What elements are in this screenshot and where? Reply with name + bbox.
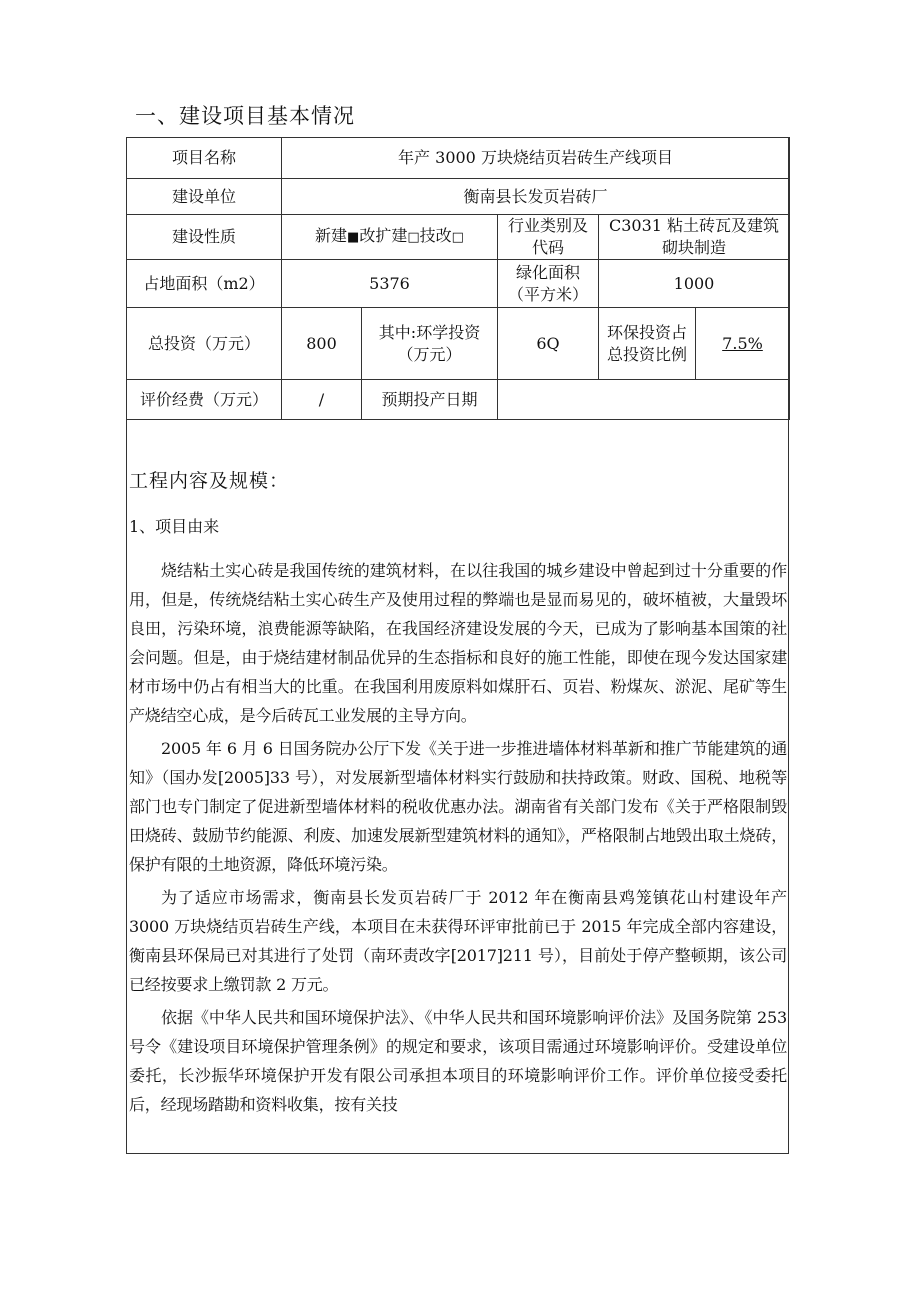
area-label: 占地面积（m2） bbox=[127, 260, 282, 308]
area-value: 5376 bbox=[282, 260, 498, 308]
investment-value: 800 bbox=[282, 308, 362, 380]
nature-tech-label: 技改 bbox=[419, 226, 452, 245]
unit-label: 建设单位 bbox=[127, 179, 282, 215]
fee-value: / bbox=[282, 380, 362, 420]
nature-expand-label: 改扩建 bbox=[359, 226, 408, 245]
project-name-label: 项目名称 bbox=[127, 138, 282, 179]
table-row bbox=[127, 138, 790, 179]
nature-expand-checkbox: □ bbox=[407, 230, 420, 245]
body-text bbox=[129, 556, 787, 1123]
unit-value: 衡南县长发页岩砖厂 bbox=[282, 179, 790, 215]
paragraph: 为了适应市场需求，衡南县长发页岩砖厂于 2012 年在衡南县鸡笼镇花山村建设年产 3000 万块烧结页岩砖生产线，本项目在未获得环评审批前已于 2015 年完成全部内容建设，衡南县环保局已对其进行了处罚（南环责改字[2017]211 号），目前处于停产整顿期，该公司已经按要求上缴罚款 2 万元。 bbox=[129, 888, 787, 994]
env-investment-label: 其中:环学投资（万元） bbox=[362, 308, 498, 380]
project-name-value: 年产 3000 万块烧结页岩砖生产线项目 bbox=[282, 138, 790, 179]
nature-tech-checkbox: □ bbox=[451, 230, 464, 245]
project-origin-title: 1、项目由来 bbox=[129, 517, 220, 536]
table-row bbox=[127, 179, 790, 215]
nature-new-checkbox: ■ bbox=[347, 230, 360, 245]
industry-value: C3031 粘土砖瓦及建筑砌块制造 bbox=[599, 215, 790, 260]
table-row bbox=[127, 260, 790, 308]
nature-options bbox=[282, 215, 498, 260]
fee-label: 评价经费（万元） bbox=[127, 380, 282, 420]
project-info-table bbox=[126, 137, 790, 420]
env-ratio-label: 环保投资占总投资比例 bbox=[599, 308, 696, 380]
table-row bbox=[127, 215, 790, 260]
green-area-label: 绿化面积（平方米） bbox=[498, 260, 599, 308]
project-content-title: 工程内容及规模： bbox=[129, 470, 290, 492]
paragraph: 依据《中华人民共和国环境保护法》、《中华人民共和国环境影响评价法》及国务院第 253 号令《建设项目环境保护管理条例》的规定和要求，该项目需通过环境影响评价。受建设单位委托，长沙振华环境保护开发有限公司承担本项目的环境影响评价工作。评价单位接受委托后，经现场踏勘和资料收集，按有关技 bbox=[129, 1008, 787, 1114]
industry-label: 行业类别及代码 bbox=[498, 215, 599, 260]
nature-new-label: 新建 bbox=[315, 226, 348, 245]
nature-label: 建设性质 bbox=[127, 215, 282, 260]
green-area-value: 1000 bbox=[599, 260, 790, 308]
env-ratio-value: 7.5% bbox=[696, 308, 790, 380]
paragraph: 烧结粘土实心砖是我国传统的建筑材料，在以往我国的城乡建设中曾起到过十分重要的作用，但是，传统烧结粘土实心砖生产及使用过程的弊端也是显而易见的，破坏植被，大量毁坏良田，污染环境，浪费能源等缺陷，在我国经济建设发展的今天，已成为了影响基本国策的社会问题。但是，由于烧结建材制品优异的生态指标和良好的施工性能，即使在现今发达国家建材市场中仍占有相当大的比重。在我国利用废原料如煤肝石、页岩、粉煤灰、淤泥、尾矿等生产烧结空心成，是今后砖瓦工业发展的主导方向。 bbox=[129, 561, 787, 725]
paragraph: 2005 年 6 月 6 日国务院办公厅下发《关于进一步推进墙体材料革新和推广节能建筑的通知》（国办发[2005]33 号），对发展新型墙体材料实行鼓励和扶持政策。财政、国税、地税等部门也专门制定了促进新型墙体材料的税收优惠办法。湖南省有关部门发布《关于严格限制毁田烧砖、鼓励节约能源、利废、加速发展新型建筑材料的通知》，严格限制占地毁出取土烧砖，保护有限的土地资源，降低环境污染。 bbox=[129, 739, 787, 874]
investment-label: 总投资（万元） bbox=[127, 308, 282, 380]
table-row bbox=[127, 308, 790, 380]
production-date-label: 预期投产日期 bbox=[362, 380, 498, 420]
table-row bbox=[127, 380, 790, 420]
section-heading: 一、建设项目基本情况 bbox=[135, 104, 355, 128]
env-investment-value: 6Q bbox=[498, 308, 599, 380]
production-date-value bbox=[498, 380, 790, 420]
